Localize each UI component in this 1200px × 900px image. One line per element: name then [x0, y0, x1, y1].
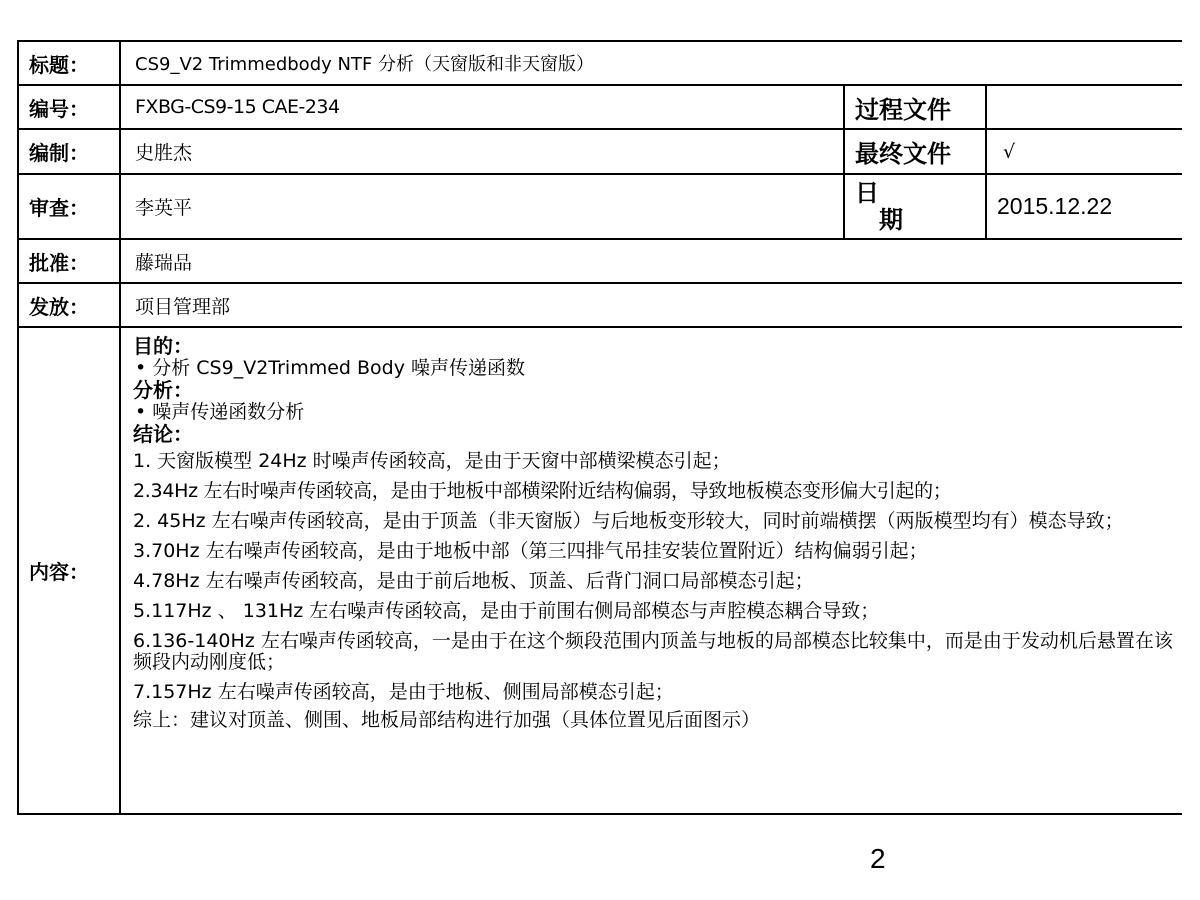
- review-label: 审查：: [29, 196, 89, 220]
- conclusion-item-3: 2. 45Hz 左右噪声传函较高，是由于顶盖（非天窗版）与后地板变形较大，同时前端横摆（两版模型均有）模态导致；: [133, 510, 1124, 532]
- page-number: 2: [870, 843, 886, 874]
- issue-value: 项目管理部: [135, 295, 231, 318]
- title-label: 标题：: [29, 52, 89, 77]
- content-label: 内容：: [29, 560, 89, 584]
- conclusion-item-5: 4.78Hz 左右噪声传函较高，是由于前后地板、顶盖、后背门洞口局部模态引起；: [133, 570, 814, 592]
- conclusion-item-1: 1. 天窗版模型 24Hz 时噪声传函较高，是由于天窗中部横梁模态引起；: [133, 450, 731, 472]
- analysis-item: • 噪声传递函数分析: [135, 401, 305, 423]
- number-value: FXBG-CS9-15 CAE-234: [135, 96, 340, 118]
- conclusion-item-2: 2.34Hz 左右时噪声传函较高，是由于地板中部横梁附近结构偏弱，导致地板模态变形偏大引起的；: [133, 480, 952, 502]
- approve-value: 藤瑞品: [135, 251, 193, 274]
- number-label: 编号：: [29, 96, 89, 121]
- author-value: 史胜杰: [135, 142, 193, 164]
- conclusion-item-7: 6.136-140Hz 左右噪声传函较高，一是由于在这个频段范围内顶盖与地板的局部模态比较集中，而是由于发动机后悬置在该频段内动刚度低；: [133, 630, 1173, 673]
- conclusion-summary: 综上：建议对顶盖、侧围、地板局部结构进行加强（具体位置见后面图示）: [133, 709, 761, 731]
- final-file-label: 最终文件: [855, 140, 951, 168]
- purpose-item: • 分析 CS9_V2Trimmed Body 噪声传递函数: [135, 357, 526, 379]
- analysis-heading: 分析：: [133, 378, 193, 402]
- process-file-label: 过程文件: [855, 95, 951, 124]
- approve-label: 批准：: [29, 250, 89, 275]
- conclusion-heading: 结论：: [133, 422, 193, 446]
- content-body: [133, 335, 1173, 740]
- title-value: CS9_V2 Trimmedbody NTF 分析（天窗版和非天窗版）: [135, 54, 595, 75]
- conclusion-item-8: 7.157Hz 左右噪声传函较高，是由于地板、侧围局部模态引起；: [133, 681, 674, 703]
- conclusion-item-4: 3.70Hz 左右噪声传函较高，是由于地板中部（第三四排气吊挂安装位置附近）结构偏弱引起；: [133, 540, 928, 562]
- author-label: 编制：: [29, 141, 89, 165]
- final-file-check: √: [1003, 140, 1016, 163]
- report-form-table: [17, 40, 1182, 815]
- review-value: 李英平: [135, 197, 193, 219]
- issue-label: 发放：: [29, 294, 89, 319]
- purpose-heading: 目的：: [133, 334, 193, 358]
- date-label-char-1: 日: [855, 179, 879, 207]
- date-label-char-2: 期: [879, 206, 903, 234]
- process-file-value: [987, 86, 1182, 128]
- date-value: 2015.12.22: [997, 193, 1113, 219]
- conclusion-item-6: 5.117Hz 、 131Hz 左右噪声传函较高，是由于前围右侧局部模态与声腔模态耦合导致；: [133, 600, 880, 622]
